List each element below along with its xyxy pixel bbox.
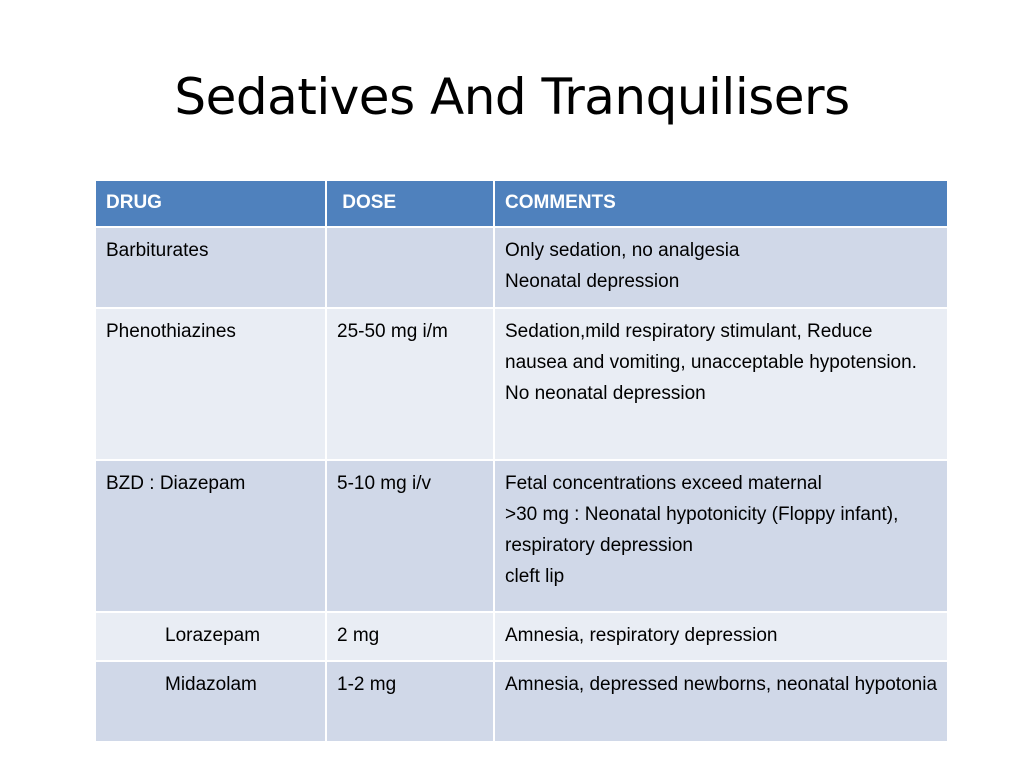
header-comments: COMMENTS xyxy=(494,180,948,227)
drug-cell: BZD : Diazepam xyxy=(95,460,326,612)
comments-cell: Amnesia, depressed newborns, neonatal hypotonia xyxy=(494,661,948,742)
dose-cell xyxy=(326,227,494,308)
table-row xyxy=(95,308,948,460)
comments-cell: Only sedation, no analgesia Neonatal depression xyxy=(494,227,948,308)
drug-cell: Barbiturates xyxy=(95,227,326,308)
drug-cell: Phenothiazines xyxy=(95,308,326,460)
dose-cell: 5-10 mg i/v xyxy=(326,460,494,612)
header-dose: DOSE xyxy=(326,180,494,227)
table-header-row xyxy=(95,180,948,227)
dose-cell: 2 mg xyxy=(326,612,494,661)
header-drug: DRUG xyxy=(95,180,326,227)
drug-table xyxy=(94,179,949,743)
table-row xyxy=(95,227,948,308)
dose-cell: 1-2 mg xyxy=(326,661,494,742)
comments-cell: Amnesia, respiratory depression xyxy=(494,612,948,661)
table-row xyxy=(95,460,948,612)
table-row xyxy=(95,661,948,742)
table-row xyxy=(95,612,948,661)
comments-cell: Sedation,mild respiratory stimulant, Reduce nausea and vomiting, unacceptable hypotension. No neonatal depression xyxy=(494,308,948,460)
drug-cell: Lorazepam xyxy=(95,612,326,661)
drug-cell: Midazolam xyxy=(95,661,326,742)
comments-cell: Fetal concentrations exceed maternal >30 mg : Neonatal hypotonicity (Floppy infant), respiratory depression cleft lip xyxy=(494,460,948,612)
dose-cell: 25-50 mg i/m xyxy=(326,308,494,460)
slide-title: Sedatives And Tranquilisers xyxy=(174,68,850,126)
